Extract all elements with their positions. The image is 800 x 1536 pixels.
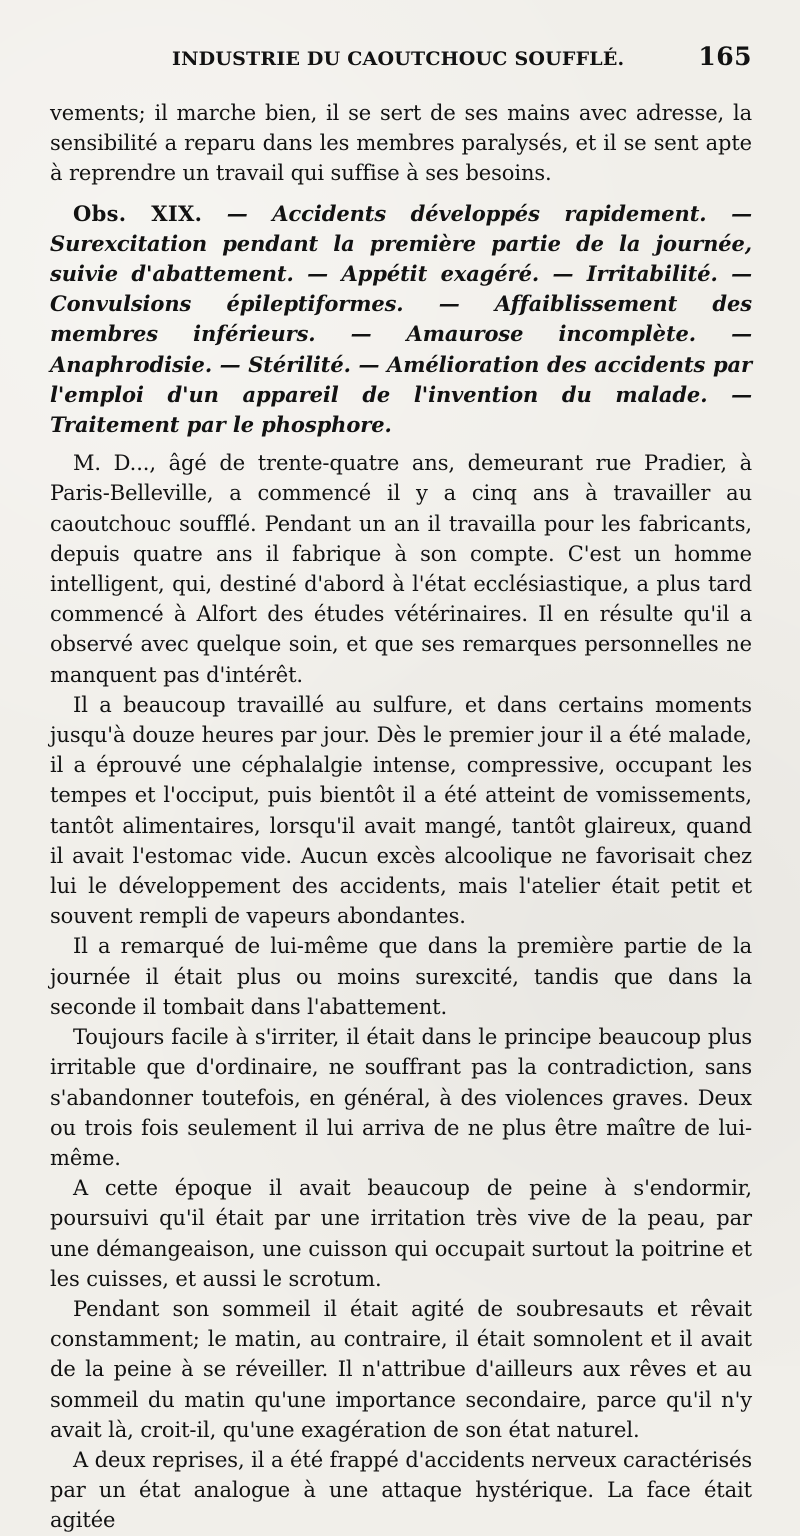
paragraph-3: Il a beaucoup travaillé au sulfure, et dans certains moments jusqu'à douze heures par jour. Dès le premier jour il a été malade, il a éprouvé une céphalalgie intense, compressive, occupant les tempes et l'occiput, puis bientôt il a été atteint de vomissements, tantôt alimentaires, lorsqu'il avait mangé, tantôt glaireux, quand il avait l'estomac vide. Aucun excès alcoolique ne favorisait chez lui le développement des accidents, mais l'atelier était petit et souvent rempli de vapeurs abondantes. xyxy=(50,692,752,929)
paragraph-2: M. D..., âgé de trente-quatre ans, demeurant rue Pradier, à Paris-Belleville, a commencé il y a cinq ans à travailler au caoutchouc soufflé. Pendant un an il travailla pour les fabricants, depuis quatre ans il fabrique à son compte. C'est un homme intelligent, qui, destiné d'abord à l'état ecclésiastique, a plus tard commencé à Alfort des études vétérinaires. Il en résulte qu'il a observé avec quelque soin, et que ses remarques personnelles ne manquent pas d'intérêt. xyxy=(50,451,752,687)
running-title: INDUSTRIE DU CAOUTCHOUC SOUFFLÉ. xyxy=(172,48,625,70)
paragraph-8: A deux reprises, il a été frappé d'accidents nerveux caractérisés par un état analogue à une attaque hystérique. La face était agitée xyxy=(50,1447,752,1533)
page-number: 165 xyxy=(698,42,752,71)
paragraph-5: Toujours facile à s'irriter, il était dans le principe beaucoup plus irritable que d'ordinaire, ne souffrant pas la contradiction, sans s'abandonner toutefois, en général, à des violences graves. Deux ou trois fois seulement il lui arriva de ne plus être maître de lui-même. xyxy=(50,1025,752,1170)
paragraph-7: Pendant son sommeil il était agité de soubresauts et rêvait constamment; le matin, au contraire, il était somnolent et il avait de la peine à se réveiller. Il n'attribue d'ailleurs aux rêves et au sommeil du matin qu'une importance secondaire, parce qu'il n'y avait là, croit-il, qu'une exagération de son état naturel. xyxy=(50,1296,752,1442)
running-head xyxy=(50,42,752,82)
observation-label: Obs. XIX. xyxy=(73,200,203,226)
observation-summary: — Accidents développés rapidement. — Surexcitation pendant la première partie de la journée, suivie d'abattement. — Appétit exagéré. — Irritabilité. — Convulsions épileptiformes. — Affaiblissement des membres inférieurs. — Amaurose incomplète. — Anaphrodisie. — Stérilité. — Amélioration des accidents par l'emploi d'un appareil de l'invention du malade. — Traitement par le phosphore. xyxy=(50,200,752,438)
page-body xyxy=(50,98,752,1536)
observation-heading xyxy=(50,199,752,441)
paragraph-4: Il a remarqué de lui-même que dans la première partie de la journée il était plus ou moins surexcité, tandis que dans la seconde il tombait dans l'abattement. xyxy=(50,934,752,1019)
paragraph-6: A cette époque il avait beaucoup de peine à s'endormir, poursuivi qu'il était par une irritation très vive de la peau, par une démangeaison, une cuisson qui occupait surtout la poitrine et les cuisses, et aussi le scrotum. xyxy=(50,1176,752,1291)
paragraph-1: vements; il marche bien, il se sert de ses mains avec adresse, la sensibilité a reparu dans les membres paralysés, et il se sent apte à reprendre un travail qui suffise à ses besoins. xyxy=(50,101,752,186)
